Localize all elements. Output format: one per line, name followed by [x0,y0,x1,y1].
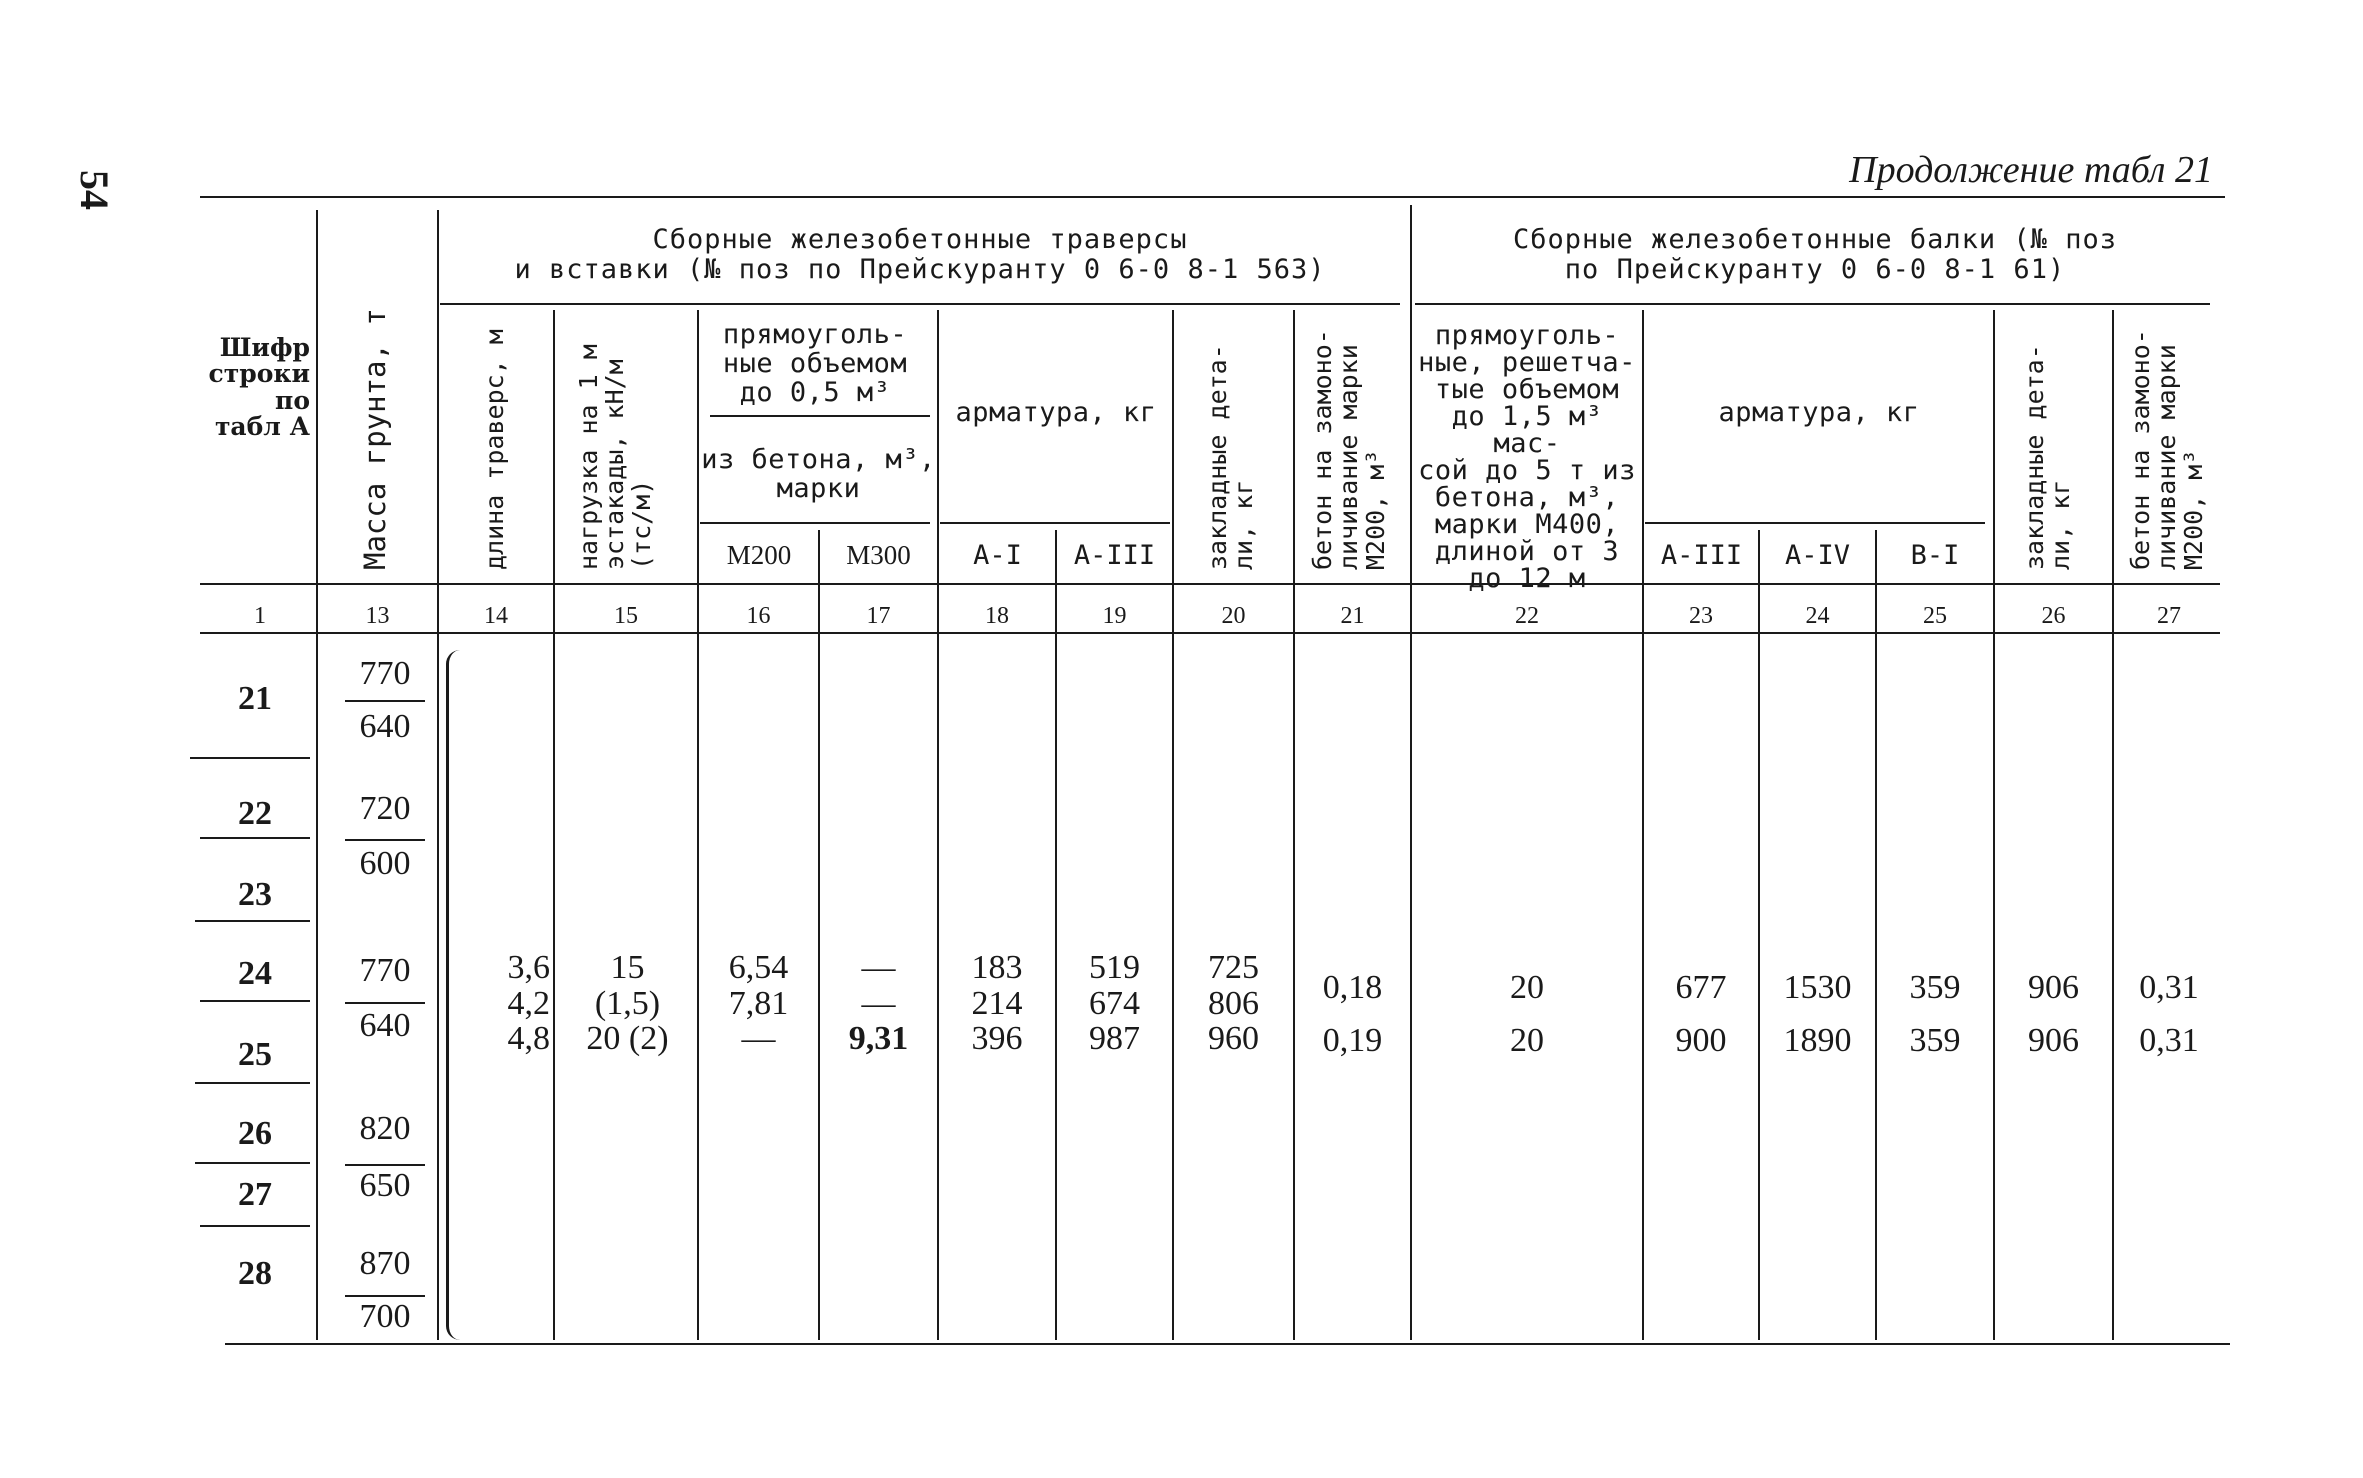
colnum-bottom-rule [200,632,2220,634]
rect-volume-header: прямоуголь- ные объемом до 0,5 м³ [722,319,908,409]
col-divider [1055,530,1057,1340]
fraction-bar [345,1164,425,1166]
table-top-rule [200,196,2225,198]
col-divider [1758,530,1760,1340]
mass-value: 640 [359,708,411,745]
col-divider [2112,310,2114,1340]
row-code: 21 [238,680,272,717]
rebar-header-2: арматура, кг [1718,397,1920,428]
m300-header: М300 [846,540,911,570]
row-code: 23 [238,876,272,913]
column-number: 13 [365,603,390,629]
grout-values-2: 0,31 0,31 [2139,969,2199,1059]
a1-header: А-I [973,540,1022,571]
table-bottom-rule [225,1343,2230,1345]
embedded-header-2: закладные дета- ли, кг [2020,344,2076,570]
mass-value: 770 [359,655,411,692]
b1-values: 359 359 [1909,969,1961,1059]
column-number: 24 [1805,603,1830,629]
column-number: 19 [1102,603,1127,629]
mass-value: 600 [359,845,411,882]
group-traverses-title: Сборные железобетонные траверсы и вставки (№ поз по Прейскуранту 0 6-0 8-1 563) [514,224,1326,286]
row-separator [190,757,310,759]
column-number: 25 [1923,603,1947,629]
col-divider [553,310,555,1340]
grout-values-1: 0,18 0,19 [1322,969,1383,1059]
concrete-grade-header: из бетона, м³, марки [701,444,936,505]
column-number: 1 [254,603,266,629]
header-bottom-rule [200,583,2220,585]
m200-header: М200 [726,540,792,570]
mass-value: 640 [359,1007,411,1044]
row-code: 26 [238,1115,272,1152]
row-code: 24 [238,955,272,992]
mass-value: 870 [359,1245,411,1282]
col-divider [937,310,939,1340]
column-number: 23 [1689,603,1713,629]
a3-header-1: А-III [1073,540,1156,571]
row-separator [195,1082,310,1084]
col-divider [316,210,318,1340]
fraction-bar [345,1002,425,1004]
a4-header: А-IV [1784,540,1851,571]
row-separator [200,1000,310,1002]
group-rule-traverses [440,303,1400,305]
a4-values: 1530 1890 [1783,969,1852,1059]
col-divider [1293,310,1295,1340]
row-separator [195,920,310,922]
grout-header-1: бетон на замоно- личивание марки М200, м³ [1308,329,1390,570]
beams-description-header: прямоуголь- ные, решетча- тые объемом до 1,5 м³ мас- сой до 5 т из бетона, м³, марки М400, длиной от 3 до 12 м [1418,320,1636,594]
fraction-bar [345,839,425,841]
column-number: 27 [2157,603,2181,629]
mass-value: 770 [359,952,411,989]
col-divider [1875,530,1877,1340]
rebar-header-1: арматура, кг [955,397,1157,428]
grout-header-2: бетон на замоно- личивание марки М200, м³ [2126,329,2208,570]
group-rule-beams [1415,303,2210,305]
mass-value: 720 [359,790,411,827]
soil-mass-header: Масса грунта, т [358,308,392,570]
embedded-header-1: закладные дета- ли, кг [1203,344,1259,570]
rebar-rule-2 [1645,522,1985,524]
mass-value: 650 [359,1167,411,1204]
row-code: 28 [238,1255,272,1292]
continuation-title: Продолжение табл 21 [1849,149,2213,191]
row-code-header: Шифр строки по табл А [208,333,310,441]
column-number: 21 [1340,603,1365,629]
m200-values: 6,54 7,81 — [728,949,789,1058]
trestle-load-values: 15 (1,5) 20 (2) [586,949,669,1058]
col-divider [1172,310,1174,1340]
row-code: 27 [238,1176,272,1213]
a3-values-2: 677 900 [1675,969,1727,1059]
col-divider [697,310,699,1340]
m300-values: — — 9,31 [848,949,909,1058]
column-number: 22 [1515,603,1539,629]
fraction-bar [345,700,425,702]
row-code: 25 [238,1036,272,1073]
row-separator [195,1162,310,1164]
column-number: 18 [985,603,1009,629]
column-number: 17 [866,603,891,629]
traverse-length-values: 3,6 4,2 4,8 [507,949,550,1058]
fraction-bar [345,1295,425,1297]
col-divider [1993,310,1995,1340]
a1-values: 183 214 396 [971,949,1023,1058]
b1-header: В-I [1910,540,1960,571]
traverse-length-header: длина траверс, м [480,329,509,570]
group-beams-title: Сборные железобетонные балки (№ поз по Прейскуранту 0 6-0 8-1 61) [1513,224,2117,286]
trestle-load-header: нагрузка на 1 м эстакады, кН/м (тс/м) [574,344,656,570]
embedded-values-1: 725 806 960 [1208,949,1259,1058]
rect-volume-rule [710,415,930,417]
column-number: 20 [1221,603,1246,629]
mass-value: 700 [359,1298,411,1335]
grade-rule [700,522,930,524]
column-number: 15 [614,603,638,629]
mass-value: 820 [359,1110,411,1147]
brace-glyph [446,650,471,1340]
beams-volume-values: 20 20 [1510,969,1544,1059]
rebar-rule-1 [940,522,1170,524]
col-divider [818,530,820,1340]
row-code: 22 [238,795,272,832]
a3-values-1: 519 674 987 [1089,949,1140,1058]
a3-header-2: А-III [1660,540,1743,571]
column-number: 14 [484,603,508,629]
column-number: 16 [746,603,771,629]
col-divider [1642,310,1644,1340]
column-number: 26 [2041,603,2066,629]
row-separator [200,1225,310,1227]
page-number: 54 [72,170,117,210]
embedded-values-2: 906 906 [2028,969,2079,1059]
row-separator [200,837,310,839]
